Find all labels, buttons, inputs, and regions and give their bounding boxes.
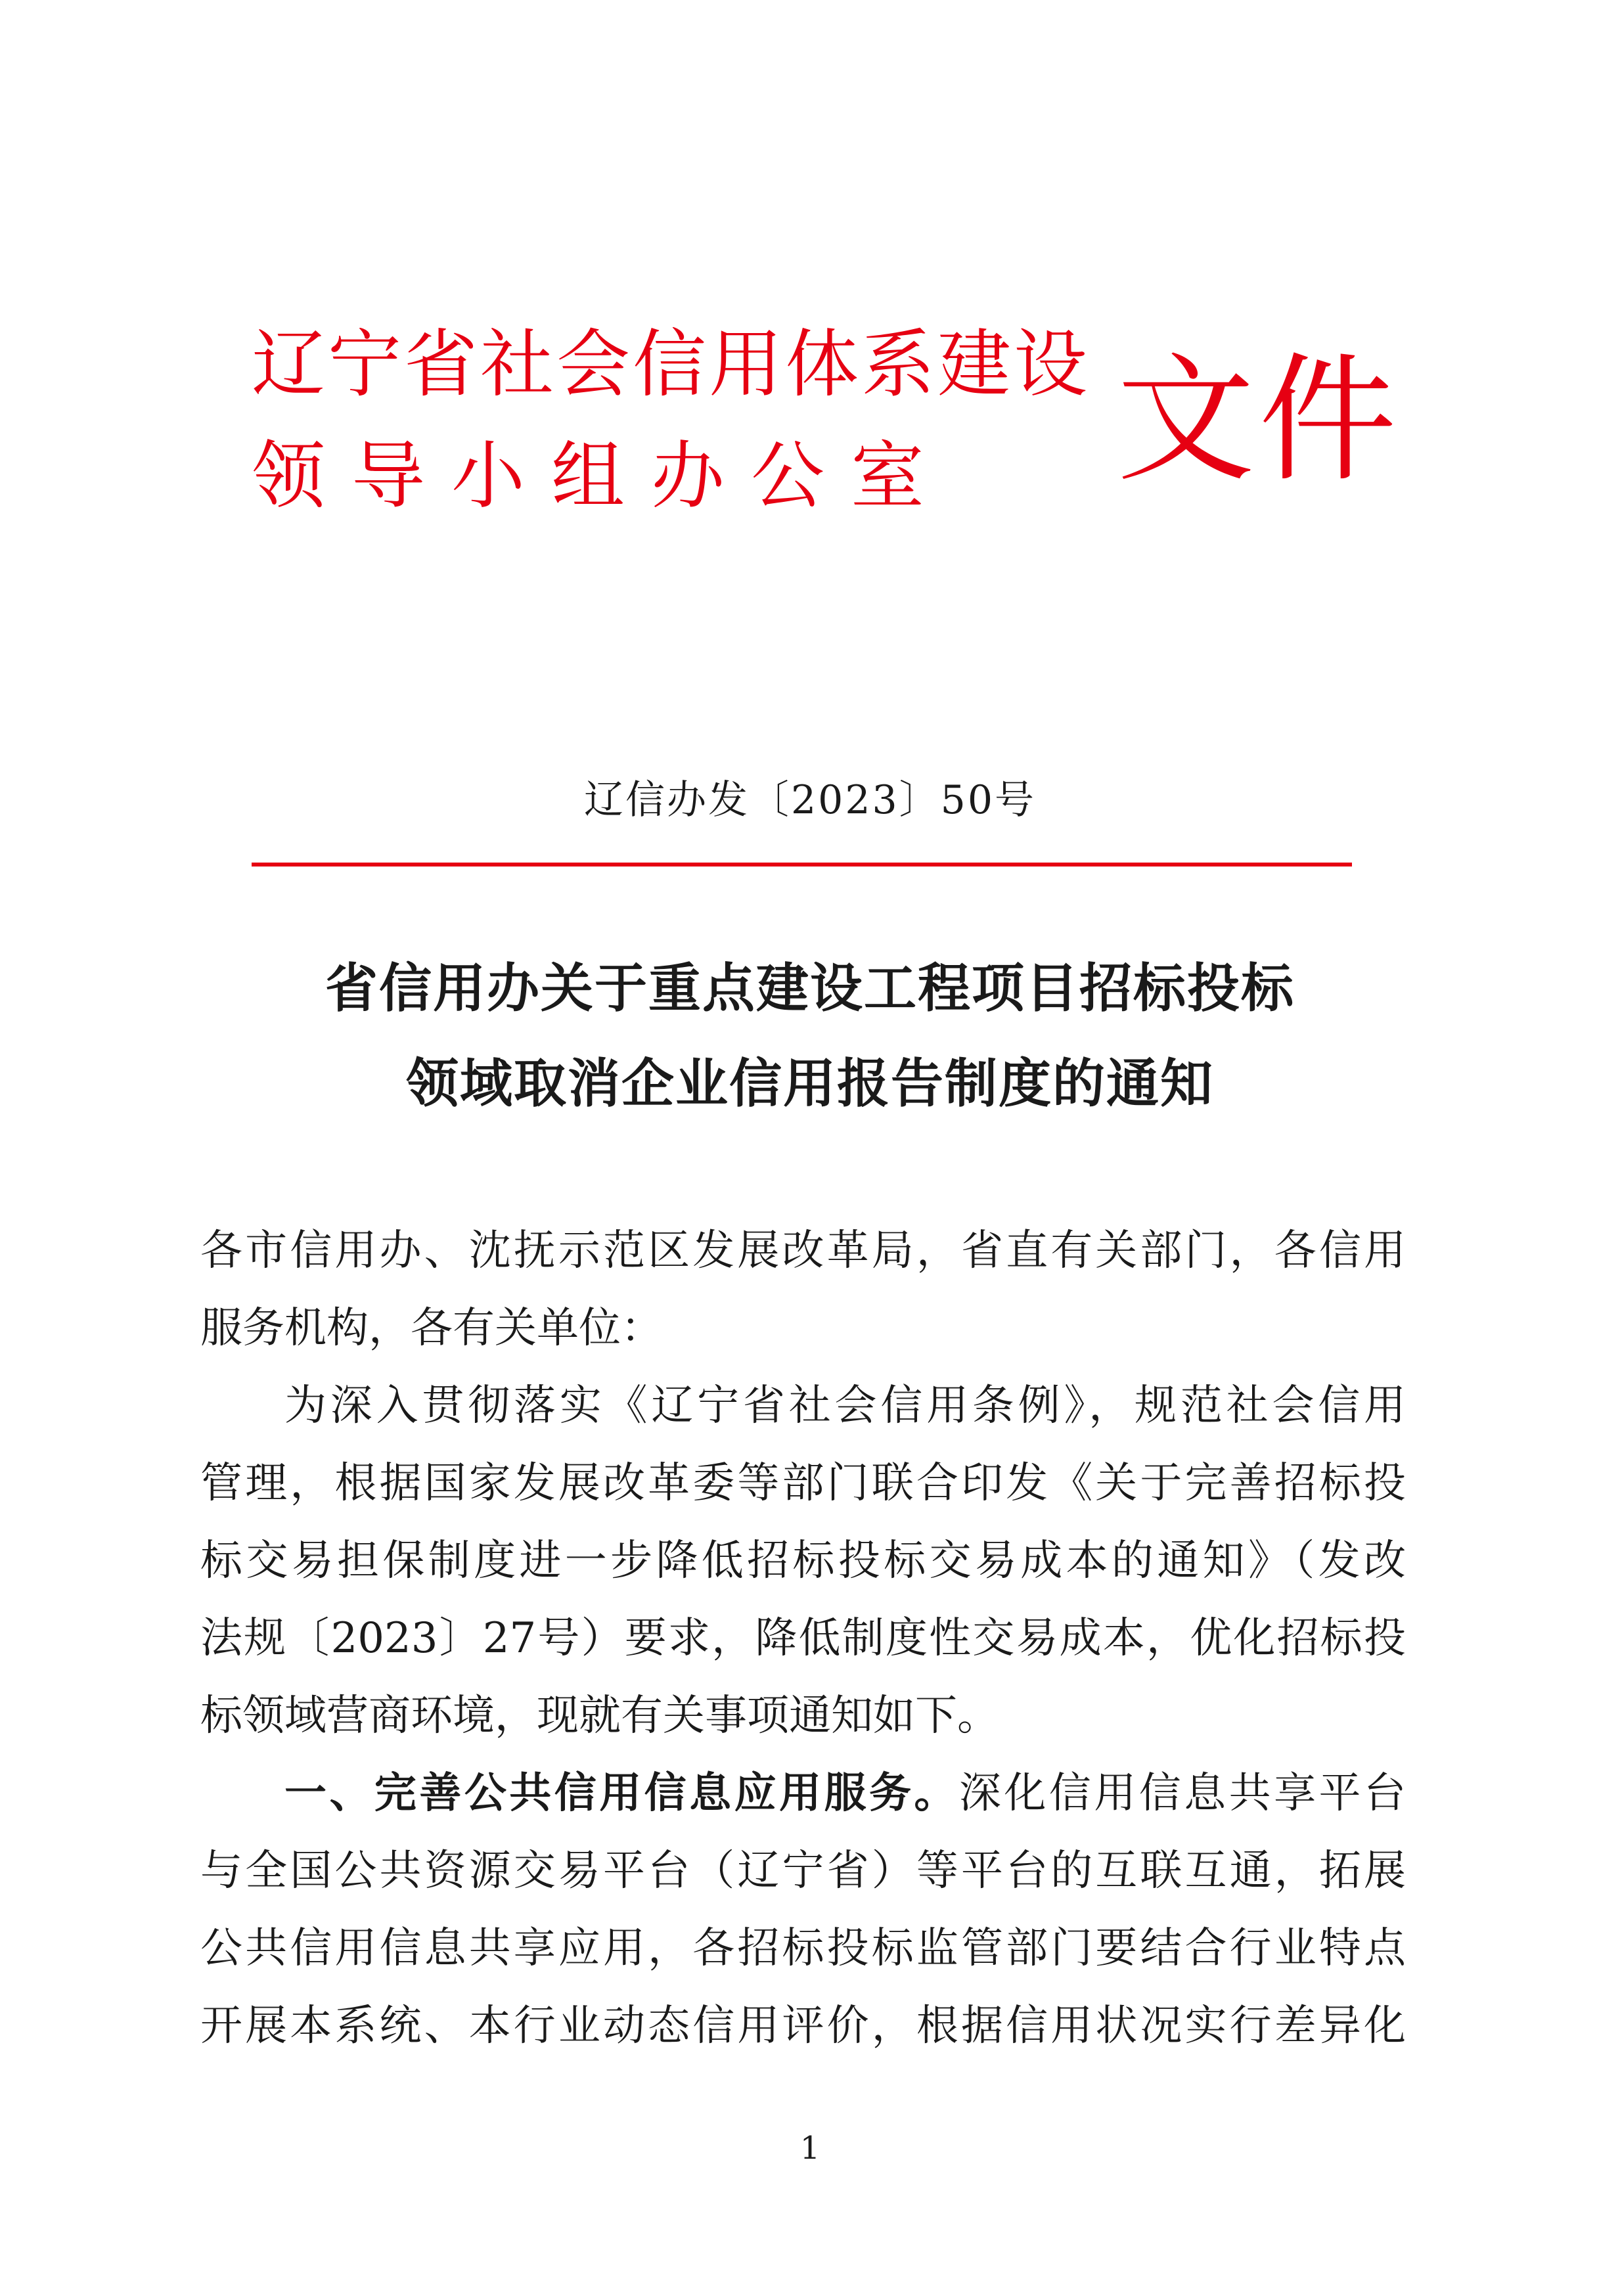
- issuer-name-line2: 领导小组办公室: [252, 434, 951, 519]
- title-line1: 省信用办关于重点建设工程项目招标投标: [325, 958, 1295, 1019]
- paragraph-line: 标交易担保制度进一步降低招标投标交易成本的通知》（发改: [200, 1537, 1406, 1585]
- section-heading-line: [200, 1755, 1406, 1832]
- red-divider: [252, 863, 1352, 867]
- paragraph-line: 与全国公共资源交易平台（辽宁省）等平台的互联互通，拓展: [200, 1847, 1406, 1895]
- paragraph-line: 管理，根据国家发展改革委等部门联合印发《关于完善招标投: [200, 1459, 1406, 1508]
- section-heading: 一、完善公共信用信息应用服务。: [284, 1769, 959, 1818]
- document-type-label: 文件: [1117, 340, 1401, 501]
- paragraph-line: 为深入贯彻落实《辽宁省社会信用条例》，规范社会信用: [284, 1382, 1406, 1430]
- page-number: 1: [799, 2130, 821, 2167]
- document-body: [200, 1212, 1406, 2065]
- salutation-line: 服务机构，各有关单位：: [200, 1304, 663, 1353]
- salutation-line: 各市信用办、沈抚示范区发展改革局，省直有关部门，各信用: [200, 1227, 1406, 1275]
- title-line2: 领域取消企业信用报告制度的通知: [406, 1053, 1214, 1114]
- paragraph-line: 法规〔2023〕27号）要求，降低制度性交易成本，优化招标投: [200, 1614, 1406, 1663]
- paragraph-line: 公共信用信息共享应用，各招标投标监管部门要结合行业特点: [200, 1924, 1406, 1973]
- paragraph-line: 开展本系统、本行业动态信用评价，根据信用状况实行差异化: [200, 2002, 1406, 2050]
- paragraph-line: 标领域营商环境，现就有关事项通知如下。: [200, 1692, 999, 1740]
- section-text: 深化信用信息共享平台: [958, 1769, 1406, 1818]
- document-number: 辽信办发〔2023〕50号: [583, 777, 1037, 823]
- issuer-name-line1: 辽宁省社会信用体系建设: [252, 322, 1090, 407]
